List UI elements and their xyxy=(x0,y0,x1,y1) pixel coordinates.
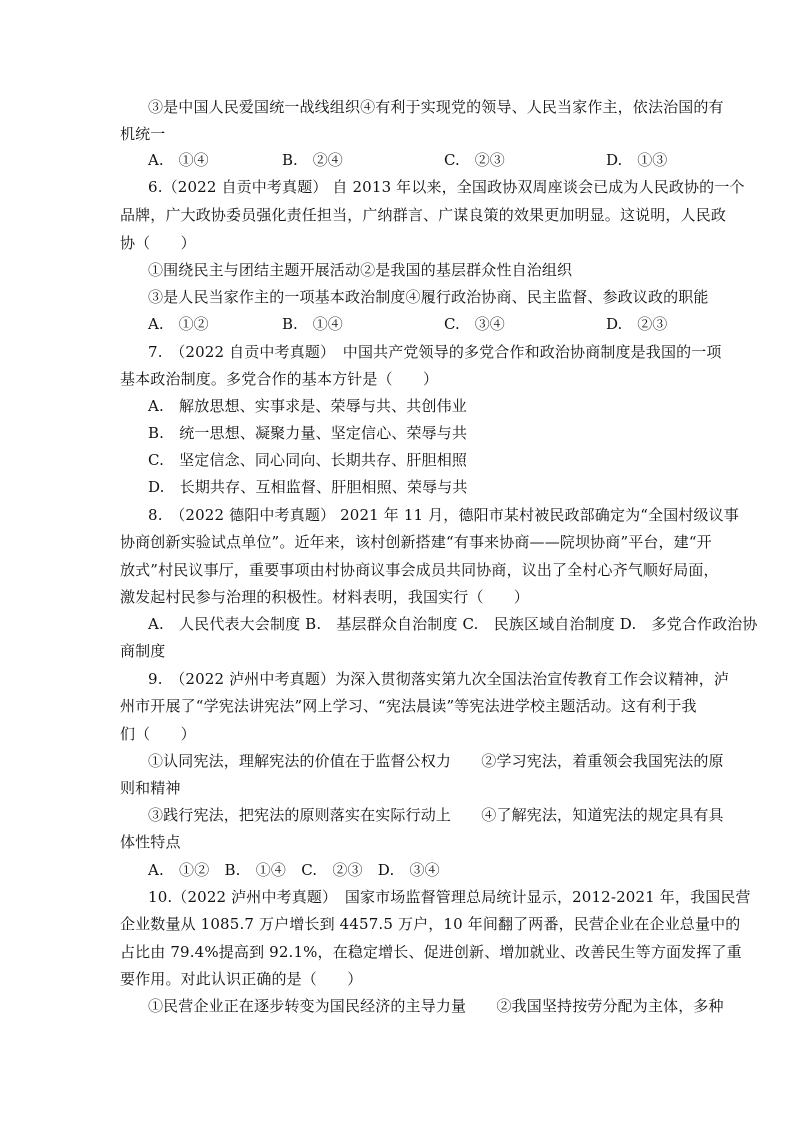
text-line: 协商创新实验试点单位”。近年来，该村创新搭建“有事来协商——院坝协商”平台，建“开 xyxy=(120,533,712,551)
statement-line: ①围绕民主与团结主题开展活动②是我国的基层群众性自治组织 xyxy=(148,261,573,279)
text-line: 体性特点 xyxy=(120,833,181,851)
option-c: C. 坚定信念、同心同向、长期共存、肝胆相照 xyxy=(148,451,468,469)
option-a: A. 解放思想、实事求是、荣辱与共、共创伟业 xyxy=(148,397,467,415)
statement-line: ③践行宪法，把宪法的原则落实在实际行动上 ④了解宪法，知道宪法的规定具有具 xyxy=(148,806,724,824)
statement-line: ③是人民当家作主的一项基本政治制度④履行政治协商、民主监督、参政议政的职能 xyxy=(148,288,709,306)
option-c: C. ②③ xyxy=(444,151,505,169)
question-7-stem: 7. （2022 自贡中考真题） 中国共产党领导的多党合作和政治协商制度是我国的一项 xyxy=(148,343,722,361)
option-d: D. ①③ xyxy=(606,151,668,169)
statement-line: ①认同宪法，理解宪法的价值在于监督公权力 ②学习宪法，着重领会我国宪法的原 xyxy=(148,752,724,770)
options-line: A. ①② B. ①④ C. ②③ D. ③④ xyxy=(148,861,440,879)
option-b: B. ②④ xyxy=(282,151,343,169)
option-b: B. ①④ xyxy=(282,315,343,333)
text-line: 们（ ） xyxy=(120,725,196,743)
text-line: 品牌，广大政协委员强化责任担当，广纳群言、广谋良策的效果更加明显。这说明，人民政 xyxy=(120,206,727,224)
option-a: A. ①② xyxy=(148,315,209,333)
options-line: A. 人民代表大会制度 B. 基层群众自治制度 C. 民族区域自治制度 D. 多党合作政治协 xyxy=(148,615,758,633)
text-line: 则和精神 xyxy=(120,779,181,797)
statement-line: ①民营企业正在逐步转变为国民经济的主导力量 ②我国坚持按劳分配为主体，多种 xyxy=(148,997,724,1015)
text-line: 占比由 79.4%提高到 92.1%，在稳定增长、促进创新、增加就业、改善民生等方面发挥了重 xyxy=(120,943,742,961)
text-line: 激发起村民参与治理的积极性。材料表明，我国实行（ ） xyxy=(120,588,530,606)
option-a: A. ①④ xyxy=(148,151,209,169)
text-line: ③是中国人民爱国统一战线组织④有利于实现党的领导、人民当家作主，依法治国的有 xyxy=(148,98,724,116)
text-line: 放式”村民议事厅，重要事项由村协商议事会成员共同协商，议出了全村心齐气顺好局面， xyxy=(120,561,719,579)
text-line: 州市开展了“学宪法讲宪法”网上学习、“宪法晨读”等宪法进学校主题活动。这有利于我 xyxy=(120,697,697,715)
text-line: 协（ ） xyxy=(120,234,196,252)
text-line: 企业数量从 1085.7 万户增长到 4457.5 万户，10 年间翻了两番，民营企业在企业总量中的 xyxy=(120,915,741,933)
question-6-stem: 6.（2022 自贡中考真题） 自 2013 年以来，全国政协双周座谈会已成为人民政协的一个 xyxy=(148,178,745,196)
option-b: B. 统一思想、凝聚力量、坚定信心、荣辱与共 xyxy=(148,424,468,442)
option-d: D. ②③ xyxy=(606,315,668,333)
option-c: C. ③④ xyxy=(444,315,505,333)
text-line: 机统一 xyxy=(120,125,166,143)
question-10-stem: 10.（2022 泸州中考真题） 国家市场监督管理总局统计显示，2012-2021 年，我国民营 xyxy=(148,888,751,906)
option-d: D. 长期共存、互相监督、肝胆相照、荣辱与共 xyxy=(148,478,468,496)
question-9-stem: 9. （2022 泸州中考真题）为深入贯彻落实第九次全国法治宣传教育工作会议精神，泸 xyxy=(148,670,730,688)
question-8-stem: 8. （2022 德阳中考真题） 2021 年 11 月，德阳市某村被民政部确定为“全国村级议事 xyxy=(148,506,739,524)
text-line: 商制度 xyxy=(120,642,166,660)
text-line: 基本政治制度。多党合作的基本方针是（ ） xyxy=(120,370,439,388)
text-line: 要作用。对此认识正确的是（ ） xyxy=(120,970,363,988)
